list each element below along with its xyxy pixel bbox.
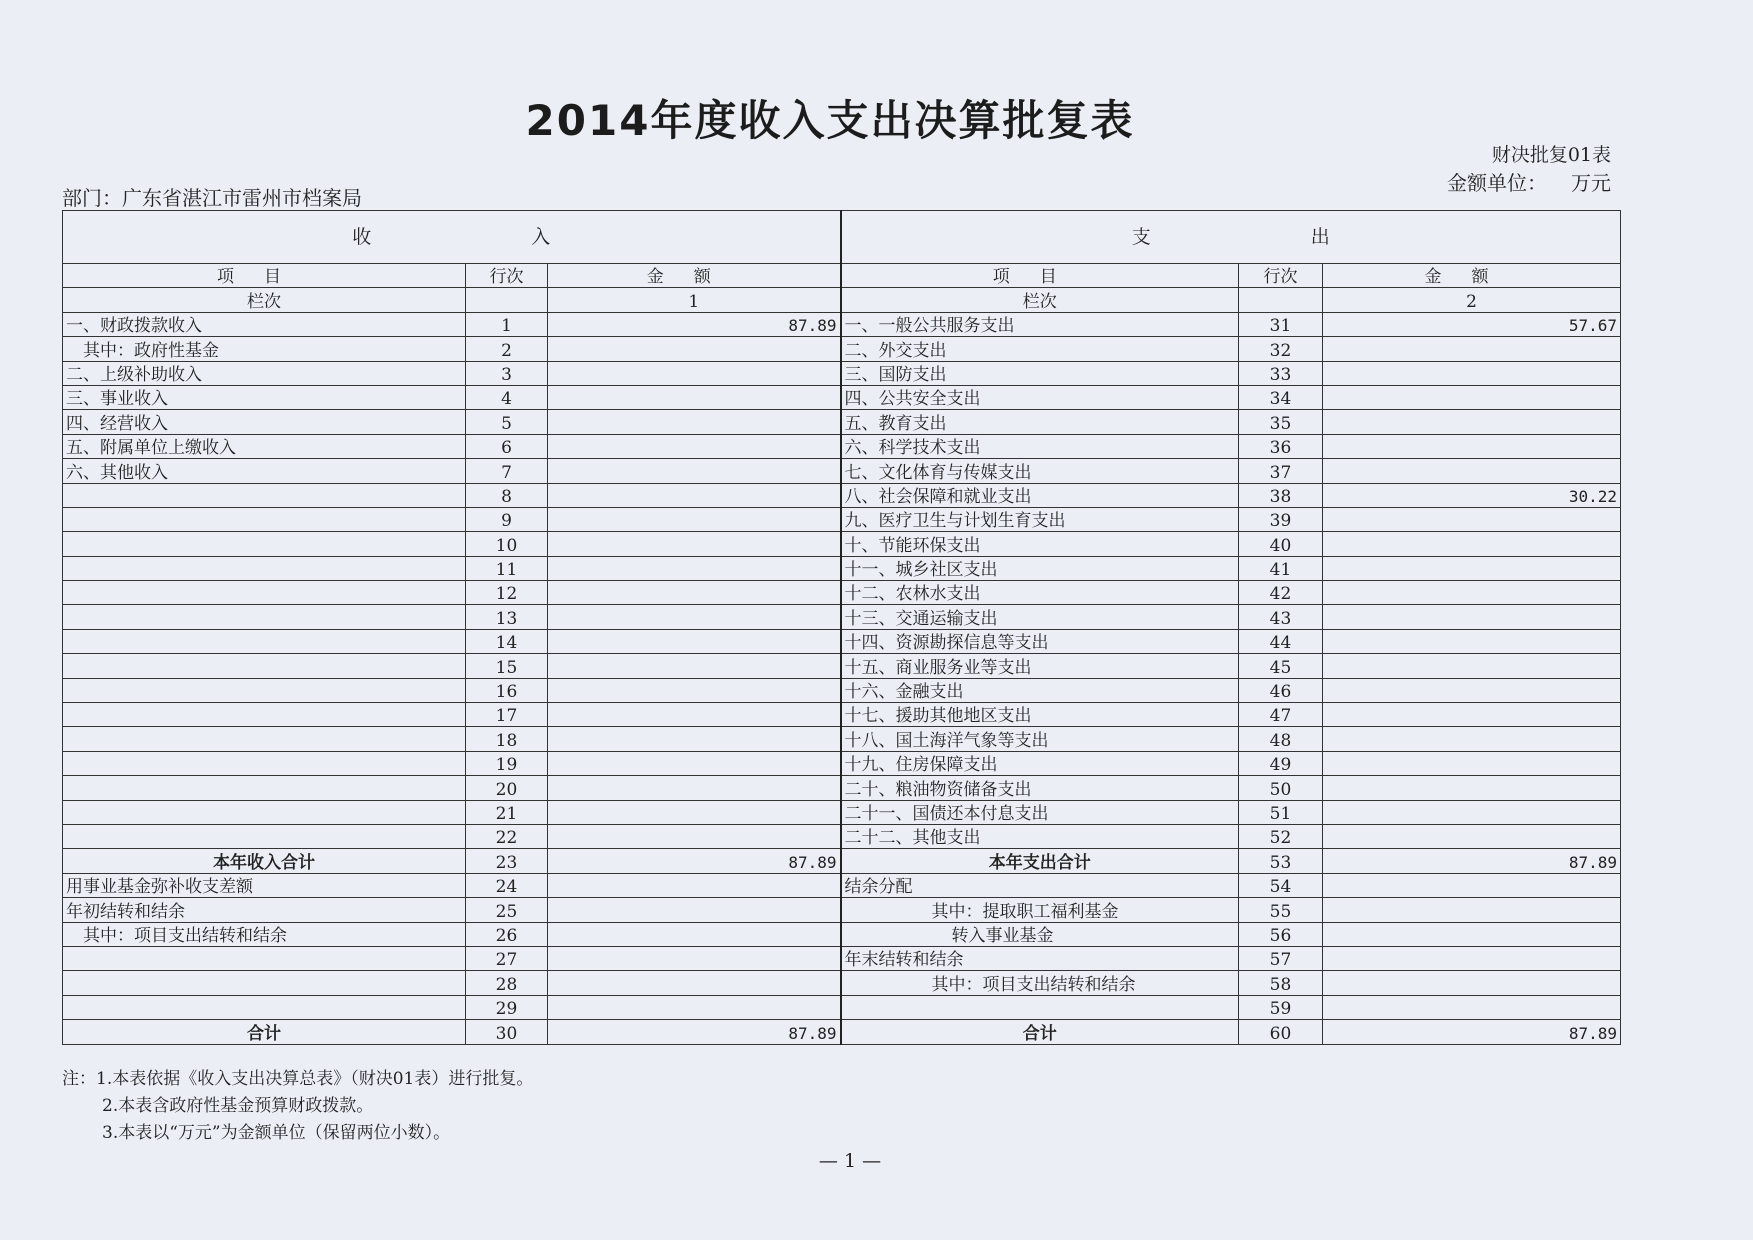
expense-item: 二、外交支出: [841, 337, 1239, 361]
table-row: [63, 922, 1621, 946]
expense-amount: [1323, 971, 1621, 995]
expense-row-number: 43: [1239, 605, 1323, 629]
department: 部门：广东省湛江市雷州市档案局: [62, 186, 362, 210]
income-item: [63, 556, 466, 580]
income-row-number: 6: [466, 434, 548, 458]
expense-item: 本年支出合计: [841, 849, 1239, 873]
expense-row-number: 36: [1239, 434, 1323, 458]
table-row: [63, 776, 1621, 800]
table-row: [63, 434, 1621, 458]
income-row-number: 11: [466, 556, 548, 580]
income-item: [63, 605, 466, 629]
section-header-row: [63, 211, 1621, 264]
expense-amount: 57.67: [1323, 312, 1621, 336]
expense-amount: [1323, 581, 1621, 605]
expense-row-number: 45: [1239, 654, 1323, 678]
expense-item: 转入事业基金: [841, 922, 1239, 946]
income-amount: [548, 971, 841, 995]
income-index-value: 1: [548, 288, 841, 312]
table-row: [63, 385, 1621, 409]
expense-row-number: 52: [1239, 824, 1323, 848]
expense-amount: [1323, 873, 1621, 897]
expense-row-number: 56: [1239, 922, 1323, 946]
expense-col-row: 行次: [1239, 264, 1323, 288]
table-row: [63, 556, 1621, 580]
income-item: 五、附属单位上缴收入: [63, 434, 466, 458]
expense-index-label: 栏次: [841, 288, 1239, 312]
expense-row-number: 39: [1239, 507, 1323, 531]
expense-item: 一、一般公共服务支出: [841, 312, 1239, 336]
expense-item: 十四、资源勘探信息等支出: [841, 629, 1239, 653]
expense-col-amount: 金额: [1323, 264, 1621, 288]
income-item: 年初结转和结余: [63, 898, 466, 922]
income-item: 其中：政府性基金: [63, 337, 466, 361]
expense-amount: [1323, 507, 1621, 531]
table-row: [63, 873, 1621, 897]
income-item: [63, 532, 466, 556]
expense-section-header: 支出: [841, 211, 1621, 264]
income-item: 四、经营收入: [63, 410, 466, 434]
table-row: [63, 995, 1621, 1019]
income-item: [63, 800, 466, 824]
income-item: [63, 824, 466, 848]
income-row-number: 8: [466, 483, 548, 507]
income-amount: [548, 361, 841, 385]
expense-item: 三、国防支出: [841, 361, 1239, 385]
expense-amount: [1323, 410, 1621, 434]
expense-item: 二十一、国债还本付息支出: [841, 800, 1239, 824]
note-2: 2.本表含政府性基金预算财政拨款。: [102, 1096, 374, 1116]
income-row-number: 16: [466, 678, 548, 702]
expense-row-number: 50: [1239, 776, 1323, 800]
income-row-number: 25: [466, 898, 548, 922]
expense-item: 四、公共安全支出: [841, 385, 1239, 409]
income-row-number: 17: [466, 703, 548, 727]
income-amount: [548, 410, 841, 434]
income-row-number: 26: [466, 922, 548, 946]
income-amount: [548, 703, 841, 727]
income-row-number: 5: [466, 410, 548, 434]
income-item: 三、事业收入: [63, 385, 466, 409]
income-amount: [548, 556, 841, 580]
expense-row-number: 57: [1239, 946, 1323, 970]
income-section-header: 收入: [63, 211, 841, 264]
expense-amount: 87.89: [1323, 849, 1621, 873]
expense-row-number: 33: [1239, 361, 1323, 385]
expense-item: 八、社会保障和就业支出: [841, 483, 1239, 507]
expense-item: 十一、城乡社区支出: [841, 556, 1239, 580]
expense-item: 十三、交通运输支出: [841, 605, 1239, 629]
expense-amount: [1323, 727, 1621, 751]
income-row-number: 18: [466, 727, 548, 751]
income-amount: [548, 605, 841, 629]
expense-amount: [1323, 922, 1621, 946]
page-number: — 1 —: [818, 1150, 882, 1172]
income-row-number: 10: [466, 532, 548, 556]
income-amount: [548, 654, 841, 678]
income-item: 一、财政拨款收入: [63, 312, 466, 336]
income-amount: [548, 776, 841, 800]
table-row: [63, 678, 1621, 702]
expense-row-number: 40: [1239, 532, 1323, 556]
income-row-number: 12: [466, 581, 548, 605]
income-item: 二、上级补助收入: [63, 361, 466, 385]
expense-amount: 87.89: [1323, 1020, 1621, 1044]
expense-item: 其中：提取职工福利基金: [841, 898, 1239, 922]
income-amount: [548, 507, 841, 531]
income-row-number: 24: [466, 873, 548, 897]
income-index-label: 栏次: [63, 288, 466, 312]
expense-item: 六、科学技术支出: [841, 434, 1239, 458]
expense-col-item: 项目: [841, 264, 1239, 288]
expense-row-number: 51: [1239, 800, 1323, 824]
table-row: [63, 629, 1621, 653]
income-col-amount: 金额: [548, 264, 841, 288]
table-row: [63, 824, 1621, 848]
expense-item: 五、教育支出: [841, 410, 1239, 434]
table-row: [63, 605, 1621, 629]
expense-row-number: 55: [1239, 898, 1323, 922]
expense-item: 二十、粮油物资储备支出: [841, 776, 1239, 800]
income-amount: [548, 898, 841, 922]
amount-unit-value: 万元: [1571, 171, 1611, 195]
income-row-number: 13: [466, 605, 548, 629]
income-item: [63, 776, 466, 800]
expense-amount: [1323, 459, 1621, 483]
income-amount: [548, 581, 841, 605]
income-item: 用事业基金弥补收支差额: [63, 873, 466, 897]
table-row: [63, 946, 1621, 970]
expense-amount: [1323, 946, 1621, 970]
income-amount: 87.89: [548, 849, 841, 873]
income-item: [63, 507, 466, 531]
expense-item: 九、医疗卫生与计划生育支出: [841, 507, 1239, 531]
expense-row-number: 60: [1239, 1020, 1323, 1044]
income-item: [63, 995, 466, 1019]
expense-row-number: 38: [1239, 483, 1323, 507]
amount-unit-label: 金额单位：: [1447, 171, 1547, 195]
expense-item: 二十二、其他支出: [841, 824, 1239, 848]
page-title: 2014年度收入支出决算批复表: [525, 96, 1135, 145]
income-col-item: 项目: [63, 264, 466, 288]
income-amount: [548, 678, 841, 702]
table-row: [63, 581, 1621, 605]
income-row-number: 9: [466, 507, 548, 531]
table-row: [63, 703, 1621, 727]
income-row-number: 30: [466, 1020, 548, 1044]
expense-item: 其中：项目支出结转和结余: [841, 971, 1239, 995]
income-amount: 87.89: [548, 1020, 841, 1044]
amount-unit: [1447, 167, 1611, 196]
income-row-number: 3: [466, 361, 548, 385]
income-item: [63, 946, 466, 970]
expense-amount: 30.22: [1323, 483, 1621, 507]
expense-row-number: 44: [1239, 629, 1323, 653]
income-amount: [548, 629, 841, 653]
expense-row-number: 49: [1239, 751, 1323, 775]
expense-item: 十、节能环保支出: [841, 532, 1239, 556]
expense-amount: [1323, 898, 1621, 922]
income-item: [63, 629, 466, 653]
note-3: 3.本表以“万元”为金额单位（保留两位小数）。: [102, 1123, 451, 1143]
income-item: 其中：项目支出结转和结余: [63, 922, 466, 946]
expense-row-number: 32: [1239, 337, 1323, 361]
table-row: [63, 898, 1621, 922]
table-row: [63, 727, 1621, 751]
expense-item: [841, 995, 1239, 1019]
income-row-number: 14: [466, 629, 548, 653]
expense-amount: [1323, 361, 1621, 385]
income-col-row: 行次: [466, 264, 548, 288]
expense-amount: [1323, 776, 1621, 800]
expense-row-number: 46: [1239, 678, 1323, 702]
income-row-number: 22: [466, 824, 548, 848]
table-row: [63, 337, 1621, 361]
expense-item: 七、文化体育与传媒支出: [841, 459, 1239, 483]
table-row: [63, 751, 1621, 775]
expense-amount: [1323, 800, 1621, 824]
expense-item: 十八、国土海洋气象等支出: [841, 727, 1239, 751]
income-item: [63, 703, 466, 727]
expense-row-number: 37: [1239, 459, 1323, 483]
income-row-number: 28: [466, 971, 548, 995]
expense-row-number: 35: [1239, 410, 1323, 434]
expense-amount: [1323, 605, 1621, 629]
income-amount: [548, 873, 841, 897]
table-row: [63, 971, 1621, 995]
expense-amount: [1323, 995, 1621, 1019]
expense-row-number: 47: [1239, 703, 1323, 727]
income-amount: [548, 922, 841, 946]
income-row-number: 7: [466, 459, 548, 483]
expense-row-number: 42: [1239, 581, 1323, 605]
income-amount: [548, 337, 841, 361]
income-item: [63, 654, 466, 678]
expense-row-number: 53: [1239, 849, 1323, 873]
table-row: [63, 312, 1621, 336]
income-amount: 87.89: [548, 312, 841, 336]
expense-amount: [1323, 654, 1621, 678]
expense-amount: [1323, 337, 1621, 361]
table-row: [63, 410, 1621, 434]
income-item: [63, 581, 466, 605]
expense-amount: [1323, 678, 1621, 702]
income-row-number: 4: [466, 385, 548, 409]
expense-amount: [1323, 434, 1621, 458]
expense-item: 十二、农林水支出: [841, 581, 1239, 605]
income-row-number: 29: [466, 995, 548, 1019]
income-row-number: 19: [466, 751, 548, 775]
income-amount: [548, 995, 841, 1019]
income-amount: [548, 385, 841, 409]
table-row: [63, 654, 1621, 678]
expense-item: 结余分配: [841, 873, 1239, 897]
expense-row-number: 31: [1239, 312, 1323, 336]
expense-row-number: 54: [1239, 873, 1323, 897]
expense-amount: [1323, 824, 1621, 848]
income-amount: [548, 946, 841, 970]
expense-row-number: 34: [1239, 385, 1323, 409]
income-amount: [548, 483, 841, 507]
notes: [62, 1066, 533, 1147]
expense-index-value: 2: [1323, 288, 1621, 312]
income-item: [63, 751, 466, 775]
income-amount: [548, 727, 841, 751]
expense-amount: [1323, 703, 1621, 727]
expense-amount: [1323, 629, 1621, 653]
income-row-number: 15: [466, 654, 548, 678]
form-code: 财决批复01表: [1491, 144, 1611, 166]
expense-amount: [1323, 532, 1621, 556]
income-item: [63, 483, 466, 507]
expense-item: 十六、金融支出: [841, 678, 1239, 702]
settlement-table: [62, 210, 1621, 1045]
table-row: [63, 532, 1621, 556]
expense-row-number: 59: [1239, 995, 1323, 1019]
expense-row-number: 48: [1239, 727, 1323, 751]
income-item: 合计: [63, 1020, 466, 1044]
table-row: [63, 361, 1621, 385]
income-row-number: 21: [466, 800, 548, 824]
income-amount: [548, 800, 841, 824]
income-row-number: 27: [466, 946, 548, 970]
table-row: [63, 800, 1621, 824]
expense-item: 十七、援助其他地区支出: [841, 703, 1239, 727]
income-amount: [548, 532, 841, 556]
table-row: [63, 483, 1621, 507]
income-amount: [548, 824, 841, 848]
expense-item: 合计: [841, 1020, 1239, 1044]
income-item: [63, 727, 466, 751]
income-item: 本年收入合计: [63, 849, 466, 873]
expense-item: 十九、住房保障支出: [841, 751, 1239, 775]
expense-amount: [1323, 556, 1621, 580]
income-row-number: 2: [466, 337, 548, 361]
income-item: [63, 971, 466, 995]
table-row: [63, 459, 1621, 483]
expense-row-number: 58: [1239, 971, 1323, 995]
income-row-number: 20: [466, 776, 548, 800]
table-row: [63, 1020, 1621, 1044]
expense-amount: [1323, 385, 1621, 409]
expense-index-empty: [1239, 288, 1323, 312]
income-row-number: 23: [466, 849, 548, 873]
expense-row-number: 41: [1239, 556, 1323, 580]
expense-item: 年末结转和结余: [841, 946, 1239, 970]
expense-item: 十五、商业服务业等支出: [841, 654, 1239, 678]
income-amount: [548, 434, 841, 458]
expense-amount: [1323, 751, 1621, 775]
income-index-empty: [466, 288, 548, 312]
income-item: 六、其他收入: [63, 459, 466, 483]
table-row: [63, 507, 1621, 531]
column-header-row: [63, 264, 1621, 288]
column-index-row: [63, 288, 1621, 312]
income-amount: [548, 459, 841, 483]
income-row-number: 1: [466, 312, 548, 336]
note-1: 注：1.本表依据《收入支出决算总表》（财决01表）进行批复。: [62, 1069, 534, 1089]
table-row: [63, 849, 1621, 873]
income-amount: [548, 751, 841, 775]
income-item: [63, 678, 466, 702]
